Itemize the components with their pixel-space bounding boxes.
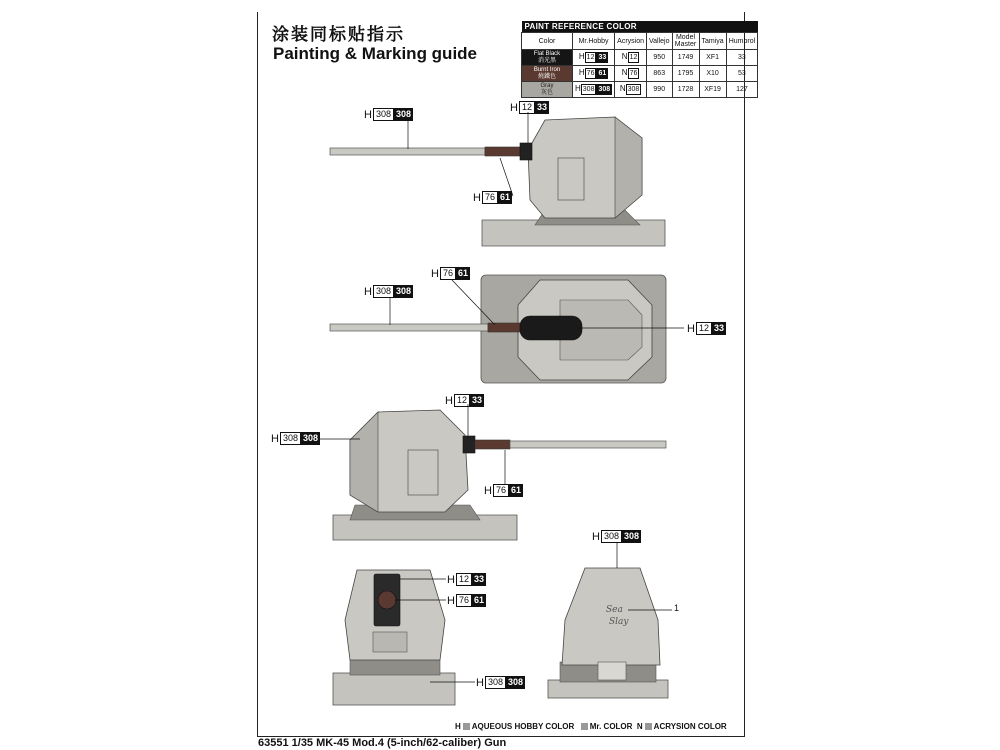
callout-iron-1: H 76 61: [473, 191, 510, 204]
callout-gray-5: H 308 308: [476, 676, 524, 689]
table-row: Flat Black 消光黑 H 12 33 N 12 950 1749 XF1 33: [522, 50, 758, 66]
header-model-master: Model Master: [672, 33, 699, 50]
header-acrysion: Acrysion: [615, 33, 647, 50]
color-swatch-flat-black: Flat Black 消光黑: [522, 50, 573, 66]
callout-black-1: H 12 33: [510, 101, 547, 114]
marking-1-script: Sea: [606, 605, 623, 615]
paint-table-caption: PAINT REFERENCE COLOR: [522, 21, 758, 33]
header-mr-hobby: Mr.Hobby: [573, 33, 615, 50]
marking-number-1: 1: [674, 603, 680, 613]
legend: H AQUEOUS HOBBY COLOR Mr. COLOR N ACRYSION COLOR: [455, 722, 727, 731]
callout-gray-3: H 308 308: [271, 432, 319, 445]
callout-iron-4: H 76 61: [447, 594, 484, 607]
marking-1-script-2: Slay: [609, 617, 629, 627]
color-swatch-burnt-iron: Burnt Iron 燒鐵色: [522, 66, 573, 82]
title-chinese: 涂装同标贴指示: [272, 25, 405, 45]
callout-black-2: H 12 33: [687, 322, 724, 335]
table-row: Gray 灰色 H 308 308 N 308 990 1728 XF19 127: [522, 82, 758, 98]
callout-black-4: H 12 33: [447, 573, 484, 586]
callout-gray-4: H 308 308: [592, 530, 640, 543]
callout-gray-2: H 308 308: [364, 285, 412, 298]
page-title: Painting & Marking guide: [273, 44, 478, 63]
header-vallejo: Vallejo: [647, 33, 673, 50]
header-humbrol: Humbrol: [726, 33, 757, 50]
gun-side-view-left: [330, 112, 665, 246]
gun-front-view: [333, 570, 475, 705]
gun-rear-view: [548, 543, 672, 698]
callout-gray-1: H 308 308: [364, 108, 412, 121]
callout-iron-3: H 76 61: [484, 484, 521, 497]
footer-product-title: 63551 1/35 MK-45 Mod.4 (5-inch/62-caliber) Gun: [258, 737, 507, 749]
callout-black-3: H 12 33: [445, 394, 482, 407]
header-color: Color: [522, 33, 573, 50]
callout-iron-2: H 76 61: [431, 267, 468, 280]
header-tamiya: Tamiya: [699, 33, 726, 50]
table-row: Burnt Iron 燒鐵色 H 76 61 N 76 863 1795 X10 53: [522, 66, 758, 82]
color-swatch-gray: Gray 灰色: [522, 82, 573, 98]
gun-side-view-right: [316, 404, 666, 540]
